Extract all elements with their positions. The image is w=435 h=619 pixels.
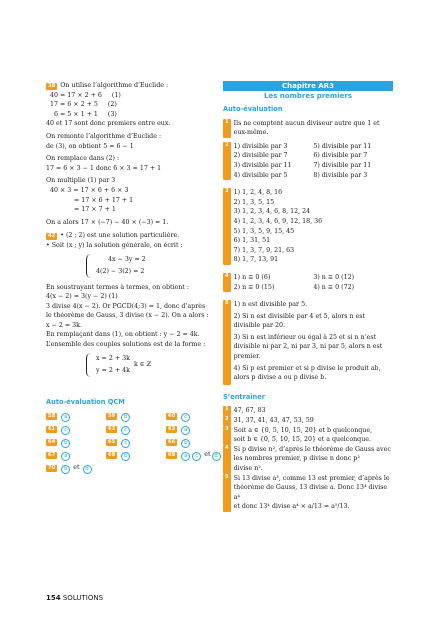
answer-item: 4) divisible par 5 xyxy=(233,171,288,179)
qcm-item: 70 b et d xyxy=(46,463,106,474)
text-line: On a alors 17 × (−7) − 40 × (−3) = 1. xyxy=(46,218,169,226)
answer-item: 2) divisible par 7 xyxy=(233,152,288,160)
chapter-bar: Chapitre AR3 xyxy=(223,81,393,91)
answer-circle: b xyxy=(181,439,190,448)
answer-circle: b xyxy=(121,413,130,422)
text-line: le théorème de Gauss, 3 divise (x − 2). On a alors : xyxy=(46,312,209,320)
text-line: On remonte l’algorithme d’Euclide : xyxy=(46,132,162,140)
answer-circle: c xyxy=(121,439,130,448)
answer-circle: c xyxy=(121,426,130,435)
answer-item: 2) 1, 3, 5, 15 xyxy=(233,198,275,206)
text-line: L’ensemble des couples solutions est de la forme : xyxy=(46,341,206,349)
equation: 6 = 5 × 1 + 1 (3) xyxy=(54,110,117,118)
page-footer xyxy=(46,594,103,602)
answer-item: 4) Si p est premier et si p divise le produit ab, alors p divise a ou p divise b. xyxy=(233,364,381,382)
qcm-number: 68 xyxy=(108,451,116,458)
equation-system: 4x − 3y = 2 4(2) − 3(2) = 2 xyxy=(84,254,221,278)
answer-item: 2) Si n est divisible par 4 et 5, alors n est divisible par 20. xyxy=(233,312,366,330)
answer-item: 8) divisible par 3 xyxy=(313,171,368,179)
answer-item: 6) divisible par 7 xyxy=(313,152,368,160)
section-title: Auto-évaluation xyxy=(223,105,283,113)
text-line: 40 et 17 sont donc premiers entre eux. xyxy=(46,120,171,128)
text-line: En soustrayant termes à termes, on obtient : xyxy=(46,283,189,291)
exercise-badge: 2 xyxy=(223,416,231,426)
answer-item: 2) n ≡ 0 (15) xyxy=(233,283,275,291)
text-line: k ∈ ℤ xyxy=(133,360,152,368)
equation: 17 = 6 × 2 + 5 (2) xyxy=(50,101,117,109)
exercise-badge: 4 xyxy=(223,445,231,474)
answer-item: 7) divisible par 11 xyxy=(313,161,372,169)
answer-circle: c xyxy=(61,426,70,435)
exercise-badge: 42 xyxy=(48,232,56,239)
question-2 xyxy=(223,142,393,180)
text-line: On multiplie (1) par 3 xyxy=(46,177,116,185)
answer-circle: a xyxy=(61,452,70,461)
question-badge: 3 xyxy=(223,188,231,265)
qcm-item xyxy=(46,424,106,435)
answer-item: 6) 1, 31, 51 xyxy=(233,237,271,245)
qcm-number: 69 xyxy=(168,451,176,458)
qcm-item xyxy=(106,437,166,448)
text-line: • (2 ; 2) est une solution particulière. xyxy=(60,232,180,240)
exercise-3: 3 Soit a ∈ {0, 5, 10, 15, 20} et b quelconque, soit b ∈ {0, 5, 10, 15, 20} et a quelconque. xyxy=(225,425,373,444)
qcm-item xyxy=(106,411,166,422)
answer-item: 8) 1, 7, 13, 91 xyxy=(233,256,279,264)
equation: 40 × 3 = 17 × 6 + 6 × 3 xyxy=(50,186,129,194)
qcm-item xyxy=(46,411,106,422)
qcm-item xyxy=(106,424,166,435)
qcm-item xyxy=(166,437,226,448)
answer-item: 1) n est divisible par 5. xyxy=(233,301,308,309)
question-badge: 4 xyxy=(223,273,231,292)
exercise-1 xyxy=(223,406,393,416)
answer-item: 4) n ≡ 0 (72) xyxy=(313,283,355,291)
exercise-4: 4 Si p divise n², d’après le théorème de Gauss avec les nombres premier, p divise n donc p² divise n². xyxy=(225,444,391,472)
text-line: 31, 37, 41, 43, 47, 53, 59 xyxy=(233,417,314,425)
answer-item: 5) 1, 3, 5, 9, 15, 45 xyxy=(233,227,295,235)
text-line: 17 = 6 × 3 − 1 donc 6 × 3 = 17 + 1 xyxy=(46,164,162,172)
exercise-badge: 3 xyxy=(223,426,231,445)
answer-item: 5) divisible par 11 xyxy=(313,142,372,150)
text-line: 47, 67, 83 xyxy=(233,407,266,415)
qcm-number: 59 xyxy=(108,412,116,419)
answer-circle: b xyxy=(61,439,70,448)
answer-item: 3) Si n est inférieur ou égal à 25 et si n n’est divisible ni par 2, ni par 3, ni par 5, alors n est premier. xyxy=(233,333,383,361)
section-title: S’entraîner xyxy=(223,392,265,401)
answer-circle: c xyxy=(192,452,201,461)
answer-item: 4) 1, 2, 3, 4, 6, 9, 12, 18, 36 xyxy=(233,217,323,225)
question-badge: 5 xyxy=(223,300,231,385)
qcm-number: 64 xyxy=(48,438,56,445)
question-5 xyxy=(223,300,393,385)
qcm-item xyxy=(46,450,106,461)
chapter-title: Les nombres premiers xyxy=(264,92,352,100)
qcm-grid xyxy=(46,411,221,474)
qcm-number: 66 xyxy=(168,438,176,445)
answer-circle: b xyxy=(61,465,70,474)
text-line: 4(x − 2) = 3(y − 2) (1) xyxy=(46,293,118,301)
left-column xyxy=(46,81,221,474)
text-line: Ils ne comptent aucun diviseur autre que 1 et eux-même. xyxy=(233,119,380,137)
answer-item: 3) 1, 2, 3, 4, 6, 8, 12, 24 xyxy=(233,208,311,216)
solution-system: x = 2 + 3k y = 2 + 4k xyxy=(84,353,130,377)
qcm-number: 63 xyxy=(168,425,176,432)
qcm-item xyxy=(166,411,226,422)
answer-circle: d xyxy=(83,465,92,474)
text-line: En remplaçant dans (1), on obtient : y − 2 = 4k. xyxy=(46,331,200,339)
right-column xyxy=(223,81,393,512)
qcm-title: Auto-évaluation QCM xyxy=(46,397,125,406)
question-4 xyxy=(223,273,393,292)
qcm-number: 60 xyxy=(168,412,176,419)
qcm-item: 69 a c et d xyxy=(166,450,226,461)
answer-item: 7) 1, 3, 7, 9, 21, 63 xyxy=(233,246,295,254)
answer-circle: a xyxy=(181,452,190,461)
question-badge: 1 xyxy=(223,119,231,138)
qcm-item xyxy=(46,437,106,448)
question-3 xyxy=(223,188,393,265)
qcm-number: 67 xyxy=(48,451,56,458)
question-1 xyxy=(223,119,393,138)
exercise-38 xyxy=(46,81,221,227)
exercise-badge: 38 xyxy=(48,82,56,89)
answer-item: 1) n ≡ 0 (6) xyxy=(233,273,271,281)
equation: 40 = 17 × 2 + 6 (1) xyxy=(50,91,121,99)
qcm-number: 61 xyxy=(48,425,56,432)
answer-item: 1) divisible par 3 xyxy=(233,142,288,150)
text-line: 3 divise 4(x − 2). Or PGCD(4;3) = 1, donc d’après xyxy=(46,302,206,310)
qcm-number: 58 xyxy=(48,412,56,419)
exercise-42 xyxy=(46,231,221,379)
qcm-item xyxy=(106,450,166,461)
answer-circle: a xyxy=(61,413,70,422)
text-line: de (3), on obtient 5 = 6 − 1 xyxy=(46,142,134,150)
answer-circle: c xyxy=(181,413,190,422)
answer-item: 3) divisible par 11 xyxy=(233,161,292,169)
text-line: • Soit (x ; y) la solution générale, on écrit : xyxy=(46,241,183,249)
answer-item: 1) 1, 2, 4, 8, 16 xyxy=(233,189,283,197)
answer-circle: a xyxy=(181,426,190,435)
exercise-5: 5 Si 13 divise a³, comme 13 est premier, d’après le théorème de Gauss, 13 divise a. Donc 13⁴ divise a⁴ et donc 13⁴ divise a⁴ × a/13 = a⁵/13. xyxy=(225,473,390,511)
page-number: 154 xyxy=(46,594,61,602)
text-line: x − 2 = 3k. xyxy=(46,321,82,329)
answer-circle: b xyxy=(121,452,130,461)
question-badge: 2 xyxy=(223,142,231,180)
exercise-badge: 1 xyxy=(223,406,231,416)
equation: = 17 × 7 + 1 xyxy=(74,206,116,214)
exercise-2 xyxy=(223,416,393,426)
equation: = 17 × 6 + 17 + 1 xyxy=(74,196,134,204)
answer-item: 3) n ≡ 0 (12) xyxy=(313,273,355,281)
footer-label: SOLUTIONS xyxy=(62,594,104,602)
qcm-item xyxy=(166,424,226,435)
qcm-number: 62 xyxy=(108,425,116,432)
exercise-badge: 5 xyxy=(223,474,231,512)
answer-circle: d xyxy=(212,452,221,461)
qcm-number: 65 xyxy=(108,438,116,445)
text-line: On remplace dans (2) : xyxy=(46,155,120,163)
qcm-number: 70 xyxy=(48,464,56,471)
text-line: On utilise l’algorithme d’Euclide : xyxy=(60,82,169,89)
